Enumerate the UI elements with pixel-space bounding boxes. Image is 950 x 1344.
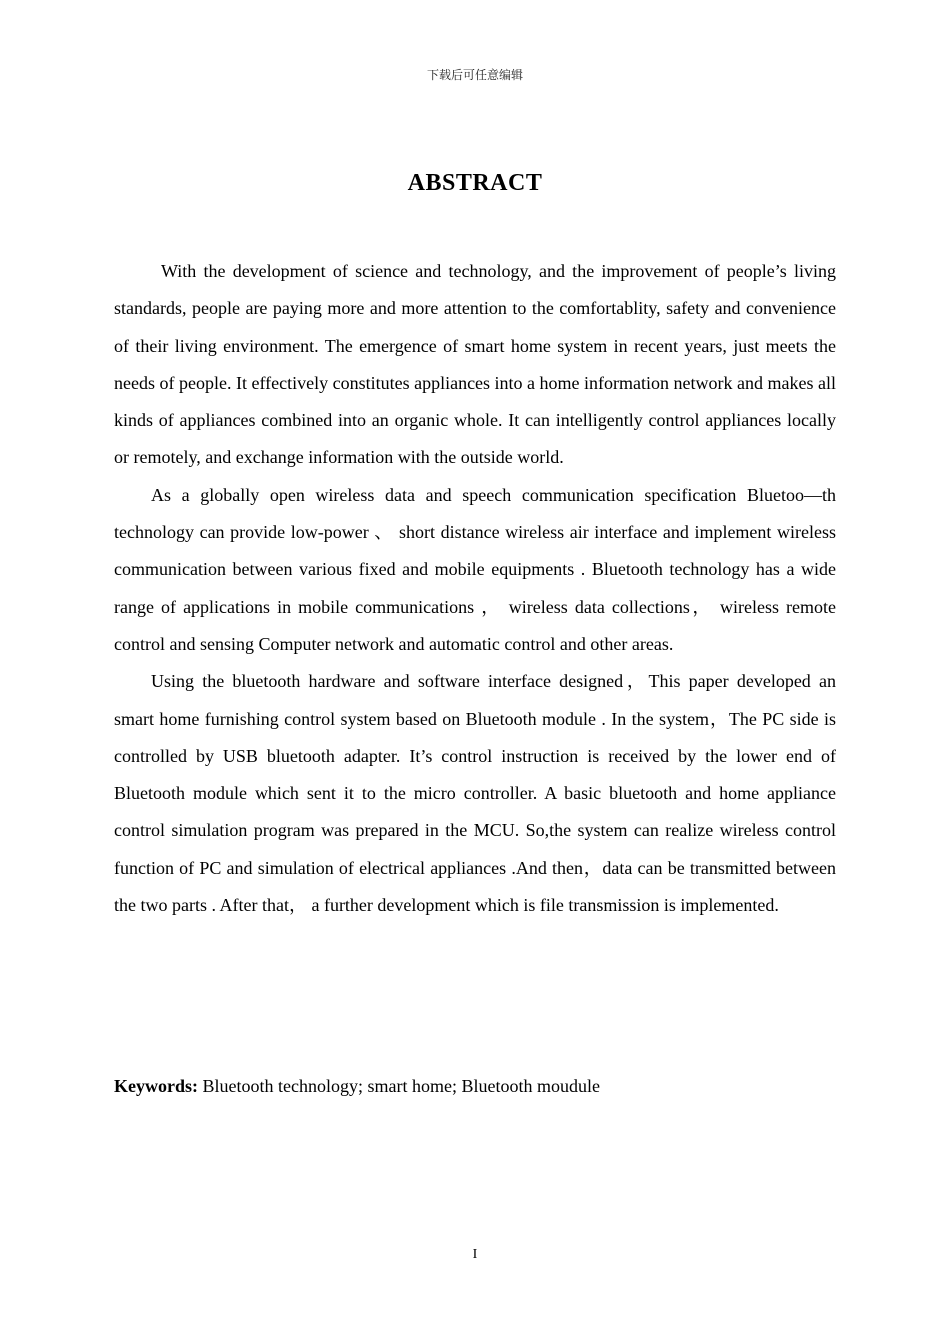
abstract-title: ABSTRACT [407,170,543,196]
keywords-label: Keywords: [114,1076,198,1096]
abstract-paragraph: With the development of science and technology, and the improvement of people’s living standards, people are paying more and more attention to the comfortablity, safety and convenience of their living environment. The emergence of smart home system in recent years, just meets the needs of people. It effectively constitutes appliances into a home information network and makes all kinds of appliances combined into an organic whole. It can intelligently control appliances locally or remotely, and exchange information with the outside world. [114,261,836,468]
abstract-paragraph: As a globally open wireless data and speech communication specification Bluetoo—th technology can provide low-power 、 short distance wireless air interface and implement wireless communication between various fixed and mobile equipments . Bluetooth technology has a wide range of applications in mobile communications ， wireless data collections， wireless remote control and sensing Computer network and automatic control and other areas. [114,484,836,654]
abstract-paragraph: Using the bluetooth hardware and software interface designed，This paper developed an smart home furnishing control system based on Bluetooth module . In the system，The PC side is controlled by USB bluetooth adapter. It’s control instruction is received by the lower end of Bluetooth module which sent it to the micro controller. A basic bluetooth and home appliance control simulation program was prepared in the MCU. So,the system can realize wireless control function of PC and simulation of electrical appliances .And then，data can be transmitted between the two parts . After that， a further development which is file transmission is implemented. [114,671,836,916]
page-header-note: 下载后可任意编辑 [426,68,523,82]
page-number: I [472,1247,478,1262]
keywords-line [114,1072,836,1100]
keywords-text: Bluetooth technology; smart home; Bluetooth moudule [202,1076,600,1096]
abstract-body [114,253,836,924]
